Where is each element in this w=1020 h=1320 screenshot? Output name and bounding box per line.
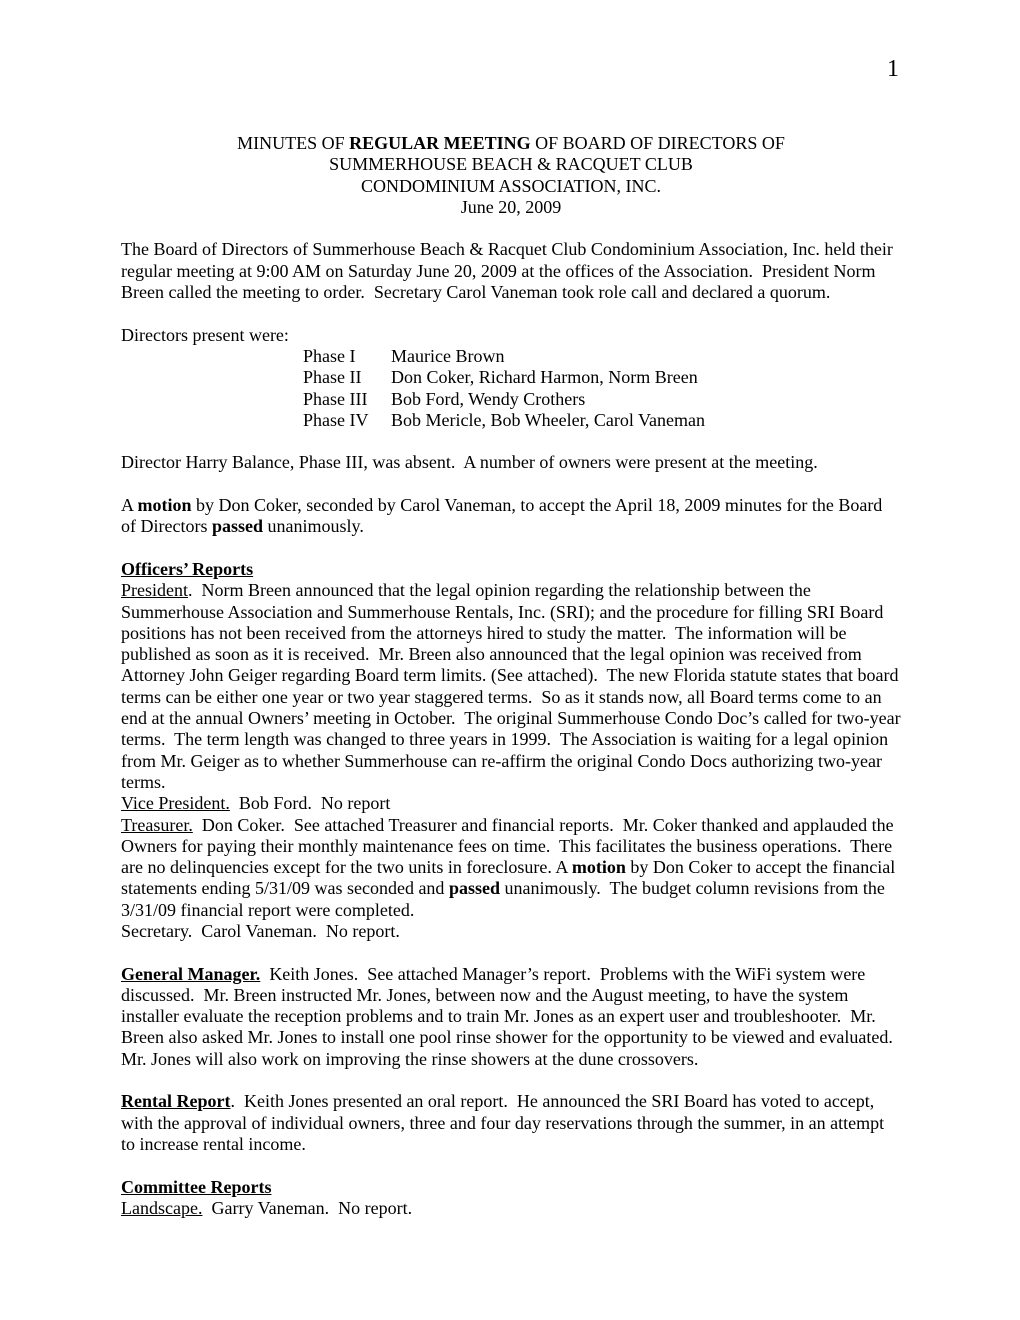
phase-label: Phase III — [303, 388, 368, 409]
president-label: President — [121, 580, 188, 601]
president-text: . Norm Breen announced that the legal opinion regarding the relationship between the Summerhouse Association and Summerhouse Rentals, Inc. (SRI); and the procedure for filling SRI Board positions has not been received from the attorneys hired to study the matter. The information will be published as soon as it is received. Mr. Breen also announced that the legal opinion was received from Attorney John Geiger regarding Board term limits. (See attached). The new Florida statute states that board terms can be either one year or two year staggered terms. So as it stands now, all Board terms come to an end at the annual Owners’ meeting in October. The original Summerhouse Condo Doc’s called for two-year terms. The term length was changed to three years in 1999. The Association is waiting for a legal opinion from Mr. Geiger as to whether Summerhouse can re-affirm the original Condo Docs authorizing two-year terms. — [121, 580, 906, 792]
title-line-3: CONDOMINIUM ASSOCIATION, INC. — [360, 175, 661, 196]
phase-row — [121, 410, 901, 431]
title-line-1-pre: MINUTES OF — [237, 133, 350, 153]
rental-report — [121, 1091, 901, 1155]
general-manager-text: Keith Jones. See attached Manager’s report. Problems with the WiFi system were discussed. Mr. Breen instructed Mr. Jones, between now and the August meeting, to have the system installer evaluate the reception problems and to train Mr. Jones as an expert user and troubleshooter. Mr. Breen also asked Mr. Jones to install one pool rinse shower for the opportunity to be viewed and evaluated. Mr. Jones will also work on improving the rinse showers at the dune crossovers. — [121, 963, 902, 1069]
document-body — [121, 133, 906, 1219]
phase-names: Don Coker, Richard Harmon, Norm Breen — [391, 367, 698, 388]
president-report — [121, 580, 906, 793]
rental-report-text: . Keith Jones presented an oral report. He announced the SRI Board has voted to accept, with the approval of individual owners, three and four day reservations through the summer, in an attempt to increase rental income. — [121, 1091, 889, 1154]
vice-president-label: Vice President. — [121, 793, 230, 814]
treasurer-text-3: unanimously. The budget column revisions from the 3/31/09 financial report were completed. — [121, 878, 890, 920]
motion-text-pre: A — [121, 495, 138, 516]
directors-present-section — [121, 325, 901, 431]
minutes-motion-section — [121, 495, 901, 538]
officers-reports-section — [121, 558, 906, 942]
absent-section — [121, 452, 901, 473]
title-line-2: SUMMERHOUSE BEACH & RACQUET CLUB — [329, 154, 693, 175]
phase-label: Phase II — [303, 367, 362, 388]
title-line-1 — [121, 133, 901, 154]
motion-text-mid: by Don Coker, seconded by Carol Vaneman, to accept the April 18, 2009 minutes for the Board of Directors — [121, 495, 887, 537]
vice-president-text: Bob Ford. No report — [229, 793, 391, 814]
title-line-1-bold: REGULAR MEETING — [349, 133, 531, 153]
rental-report-label: Rental Report — [121, 1091, 231, 1112]
motion-word: motion — [137, 495, 192, 516]
treasurer-report — [121, 815, 901, 921]
title-line-1-post: OF BOARD OF DIRECTORS OF — [530, 133, 785, 153]
absent-note: Director Harry Balance, Phase III, was absent. A number of owners were present at the meeting. — [121, 452, 818, 473]
committee-reports-section — [121, 1177, 901, 1220]
intro-paragraph: The Board of Directors of Summerhouse Beach & Racquet Club Condominium Association, Inc. held their regular meeting at 9:00 AM on Saturday June 20, 2009 at the offices of the Association. President Norm Breen called the meeting to order. Secretary Carol Vaneman took role call and declared a quorum. — [121, 239, 898, 303]
treasurer-label: Treasurer. — [121, 814, 193, 835]
treasurer-passed-word: passed — [448, 878, 500, 899]
treasurer-text-2: by Don Coker to accept the financial statements ending 5/31/09 was seconded and — [121, 857, 900, 899]
motion-text-post: unanimously. — [263, 516, 364, 537]
page-number: 1 — [887, 56, 899, 82]
officers-reports-heading: Officers’ Reports — [121, 558, 254, 579]
phase-label: Phase IV — [303, 409, 369, 430]
phase-row — [121, 367, 901, 388]
treasurer-text-1: Don Coker. See attached Treasurer and financial reports. Mr. Coker thanked and applauded the Owners for paying their monthly maintenance fees on time. This facilitates the business operations. There are no delinquencies except for the two units in foreclosure. A — [121, 814, 899, 878]
general-manager-label: General Manager. — [121, 963, 261, 984]
doc-title — [121, 133, 901, 218]
phase-names: Bob Mericle, Bob Wheeler, Carol Vaneman — [391, 409, 706, 430]
phase-row — [121, 389, 901, 410]
general-manager-section — [121, 964, 901, 1070]
minutes-motion-paragraph — [121, 495, 901, 538]
secretary-report: Secretary. Carol Vaneman. No report. — [121, 920, 400, 941]
rental-report-section — [121, 1091, 901, 1155]
vice-president-report — [121, 793, 901, 814]
landscape-label: Landscape. — [121, 1197, 203, 1218]
phase-names: Bob Ford, Wendy Crothers — [391, 388, 586, 409]
phase-row — [121, 346, 901, 367]
landscape-text: Garry Vaneman. No report. — [202, 1197, 413, 1218]
directors-present-heading: Directors present were: — [121, 324, 289, 345]
phase-label: Phase I — [303, 345, 356, 366]
committee-reports-heading: Committee Reports — [121, 1176, 272, 1197]
treasurer-motion-word: motion — [571, 857, 626, 878]
general-manager-report — [121, 964, 901, 1070]
landscape-report — [121, 1198, 901, 1219]
meeting-date: June 20, 2009 — [460, 196, 562, 217]
passed-word: passed — [211, 516, 263, 537]
intro-section — [121, 239, 901, 303]
phase-names: Maurice Brown — [391, 345, 505, 366]
